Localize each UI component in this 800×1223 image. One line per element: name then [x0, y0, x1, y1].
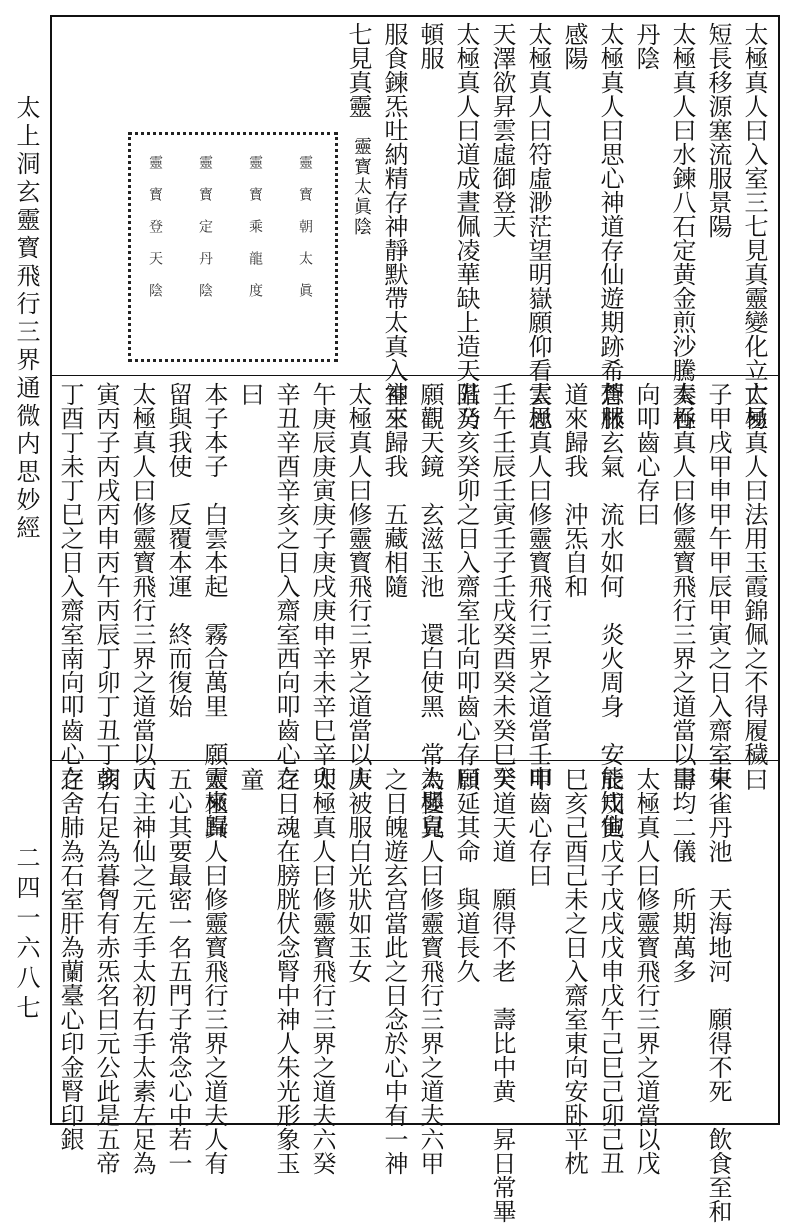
text-column: 天澤欲昇雲虛御登天 [488, 22, 516, 238]
scripture-title: 太上洞玄靈寳飛行三界通微内思妙經 [12, 95, 40, 543]
text-column: 太極真人曰修靈寳飛行三界之道夫六甲 [416, 767, 444, 1175]
text-column: 子甲戌甲申甲午甲辰甲寅之日入齋室東 [704, 382, 732, 790]
text-column: 太極真人曰水鍊八石定黄金煎沙騰奏吞 [668, 22, 696, 430]
seal-column: 靈寳登天陰 [147, 155, 163, 315]
seal-column: 靈寳乘龍度 [247, 155, 263, 315]
text-column: 巳亥己酉己未之日入齋室東向安卧平枕 [560, 767, 588, 1175]
seal-column: 靈寳朝太眞 [297, 155, 313, 315]
text-column: 短長移源塞流服景陽 [704, 22, 732, 238]
text-column: 太極真人曰法用玉霞錦佩之不得履穢 [740, 382, 768, 766]
seal-title: 靈寳太眞陰 [351, 137, 372, 237]
text-column: 太極真人曰修靈寳飛行三界之道夫六癸 [308, 767, 336, 1175]
seal-box [128, 132, 338, 362]
text-column: 曰 [236, 382, 264, 406]
seal-diagram [88, 52, 388, 352]
text-columns [50, 382, 770, 838]
panel-top [60, 22, 770, 430]
text-column: 蒼林玄氣 流水如何 炎火周身 安能知他 [596, 382, 624, 838]
text-column: 人主神仙之元左手太初右手太素左足為 [128, 767, 156, 1175]
text-column: 童 [236, 767, 264, 791]
text-column: 之舍肺為石室肝為蘭臺心印金腎印銀 [56, 767, 84, 1151]
text-column: 道來歸我 沖炁自和 [560, 382, 588, 598]
panel-middle [56, 382, 770, 838]
text-column: 太極真人曰道成晝佩凌華缺上造天階乃 [452, 22, 480, 430]
text-column: 頓服 [416, 22, 444, 70]
text-column: 太極真人曰修靈寳飛行三界之道當壬申 [524, 382, 552, 790]
text-column: 人被服白光狀如玉女 [344, 767, 372, 983]
text-column: 寅丙子丙戌丙申丙午丙辰丁卯丁丑丁亥 [92, 382, 120, 790]
text-column: 太極真人曰修靈寳飛行三界之道當以丙 [128, 382, 156, 790]
text-columns [338, 22, 770, 430]
text-column: 太極真人曰修靈寳飛行三界之道當以庚 [344, 382, 372, 790]
panel-bottom [56, 767, 770, 1223]
text-column: 留與我使 反覆本運 終而復始 [164, 382, 192, 718]
seal-column: 靈寳定丹陰 [197, 155, 213, 315]
text-column: 丹陰 [632, 22, 660, 70]
text-column: 五心其要最密一名五門子常念心中若一 [164, 767, 192, 1175]
text-column: 太極真人曰入室三七見真靈變化立亡易 [740, 22, 768, 430]
text-column: 太極真人曰修靈寳飛行三界之道夫人有 [200, 767, 228, 1175]
text-column: 壬午壬辰壬寅壬子壬戌癸酉癸未癸巳癸 [488, 382, 516, 790]
text-column: 太極真人曰符虛渺茫望明嶽願仰看雲思 [524, 22, 552, 430]
text-column: 之日魄遊玄宫當此之日念於心中有一神 [380, 767, 408, 1175]
text-column: 壽均二儀 所期萬多 [668, 767, 696, 983]
text-column: 願觀天鏡 玄滋玉池 還白使黑 常為嬰兒 [416, 382, 444, 838]
text-column: 辛丑辛酉辛亥之日入齋室西向叩齒心存 [272, 382, 300, 790]
text-column: 太極真人曰修靈寳飛行三界之道當以甲 [668, 382, 696, 790]
text-column: 太極真人曰思心神道存仙遊期跡希想服 [596, 22, 624, 430]
text-column: 朱雀丹池 天海地河 願得不死 飲食至和 [704, 767, 732, 1223]
text-column: 之日魂在膀胱伏念腎中神人朱光形象玉 [272, 767, 300, 1175]
text-column: 神來歸我 五藏相隨 [380, 382, 408, 598]
text-column: 午庚辰庚寅庚子庚戌庚申辛未辛巳辛卯 [308, 382, 336, 790]
page-number: 二四一六八七 [12, 845, 40, 1025]
text-column: 七見真靈 [344, 22, 372, 118]
text-column: 太極真人曰修靈寳飛行三界之道當以戊 [632, 767, 660, 1175]
text-column: 服食鍊炁吐納精存神靜默帶太真入室三 [380, 22, 408, 430]
text-column: 丁酉丁未丁巳之日入齋室南向叩齒心存 [56, 382, 84, 790]
text-column: 丑癸亥癸卯之日入齋室北向叩齒心存曰 [452, 382, 480, 790]
text-column: 叩齒心存曰 [524, 767, 552, 887]
text-column: 本子本子 白雲本起 霧合萬里 願靈來歸 [200, 382, 228, 838]
text-column: 辰戊寅戊子戊戌戊申戊午己巳己卯己丑 [596, 767, 624, 1175]
text-column: 朝右足為暮胷有赤炁名曰元公此是五帝 [92, 767, 120, 1175]
text-column: 天道天道 願得不老 壽比中黄 昇日常畢 [488, 767, 516, 1223]
text-column: 曰 [740, 767, 768, 791]
text-columns [50, 767, 770, 1223]
text-column: 向叩齒心存曰 [632, 382, 660, 526]
text-column: 願延其命 與道長久 [452, 767, 480, 983]
text-column: 感陽 [560, 22, 588, 70]
